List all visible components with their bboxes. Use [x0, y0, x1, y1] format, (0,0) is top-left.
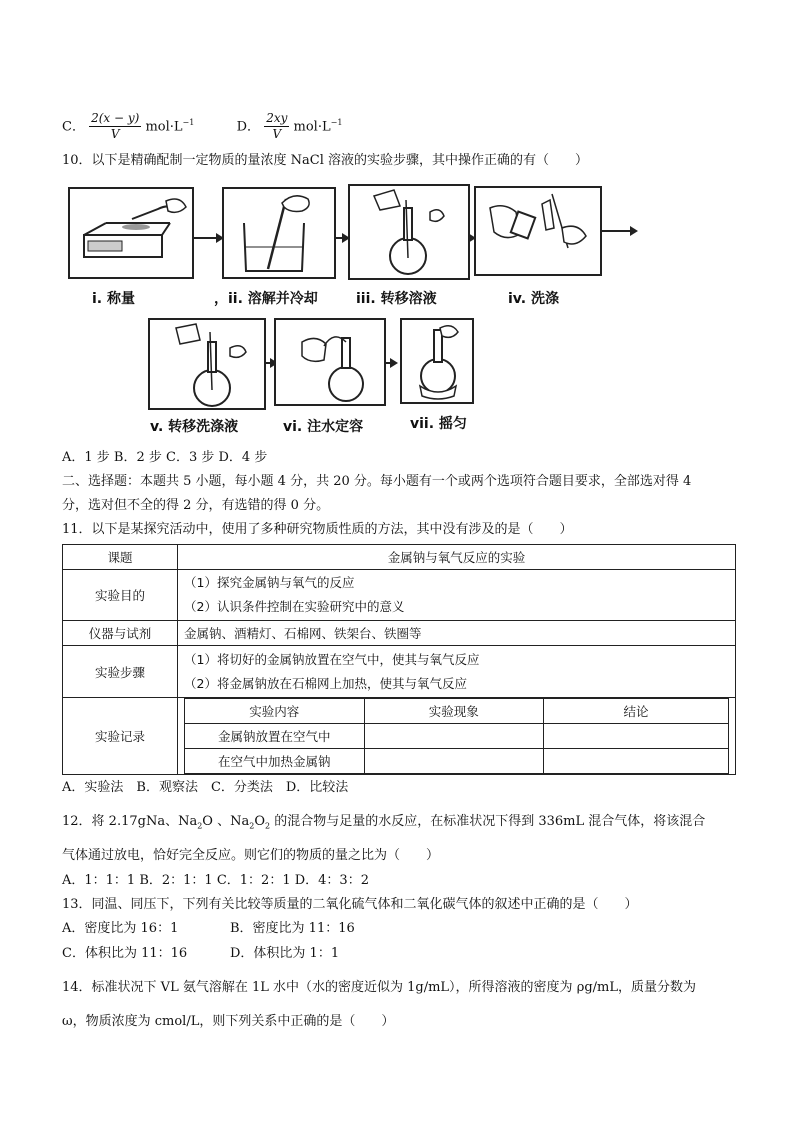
q10-stem: 10．以下是精确配制一定物质的量浓度 NaCl 溶液的实验步骤，其中操作正确的有（ ） — [62, 153, 589, 168]
steps-line-1: （1）将切好的金属钠放置在空气中，使其与氧气反应 — [184, 651, 480, 667]
q13-options-row1 — [62, 920, 355, 938]
wash-icon — [476, 188, 600, 274]
table-value-topic: 金属钠与氧气反应的实验 — [178, 545, 736, 570]
table-label-purpose: 实验目的 — [63, 570, 178, 621]
step-panel-dissolve — [222, 187, 336, 279]
step-panel-transfer — [348, 184, 470, 280]
step-panel-wash — [474, 186, 602, 276]
inner-cell-empty — [544, 749, 729, 774]
q13-option-d: D．体积比为 1：1 — [230, 946, 340, 961]
q12-text-b: O 、Na — [202, 814, 250, 829]
option-d-label: D． — [236, 119, 261, 135]
q13-option-a: A．密度比为 16：1 — [62, 921, 179, 936]
q12-line2: 气体通过放电，恰好完全反应。则它们的物质的量之比为（ ） — [62, 848, 440, 863]
table-label-record: 实验记录 — [63, 698, 178, 775]
arrow-right-icon — [334, 237, 344, 239]
section2-line2: 分，选对但不全的得 2 分，有选错的得 0 分。 — [62, 498, 330, 513]
beaker-icon — [224, 189, 334, 277]
table-label-topic: 课题 — [63, 545, 178, 570]
purpose-line-2: （2）认识条件控制在实验研究中的意义 — [184, 599, 405, 614]
table-value-equipment: 金属钠、酒精灯、石棉网、铁架台、铁圈等 — [178, 621, 736, 646]
step-label-3: iii. 转移溶液 — [356, 291, 437, 307]
inner-row-2: 在空气中加热金属钠 — [185, 749, 365, 774]
table-value-purpose — [178, 570, 736, 621]
q10-options: A．1 步 B．2 步 C．3 步 D．4 步 — [62, 450, 268, 465]
option-d-unit-exp: −1 — [330, 118, 343, 127]
table-label-steps: 实验步骤 — [63, 646, 178, 698]
arrow-right-icon — [194, 237, 218, 239]
arrow-right-icon — [468, 237, 470, 239]
option-d-fraction — [264, 111, 289, 142]
step-label-2: ，ii. 溶解并冷却 — [214, 291, 318, 307]
q14-line2: ω，物质浓度为 cmol/L，则下列关系中正确的是（ ） — [62, 1014, 395, 1029]
q12-text-a: 12．将 2.17gNa、Na — [62, 814, 198, 829]
option-c-unit: mol·L — [145, 119, 183, 135]
subscript-2: 2 — [249, 821, 255, 831]
subscript-2: 2 — [264, 821, 271, 831]
q12-text-c: O — [254, 814, 265, 829]
option-d-denominator: V — [272, 127, 282, 142]
inner-row-1: 金属钠放置在空气中 — [185, 724, 365, 749]
q14-line1: 14．标准状况下 VL 氨气溶解在 1L 水中（水的密度近似为 1g/mL），所得溶液的密度为 ρg/mL，质量分数为 — [62, 980, 696, 995]
flask-icon — [276, 320, 384, 404]
inner-header-conclusion: 结论 — [544, 699, 729, 724]
q13-option-b: B．密度比为 11：16 — [230, 921, 355, 936]
q12-line1 — [62, 813, 705, 836]
q13-stem: 13．同温、同压下，下列有关比较等质量的二氧化硫气体和二氧化碳气体的叙述中正确的是（ ） — [62, 897, 638, 912]
option-d-unit: mol·L — [293, 119, 331, 135]
q13-option-c: C．体积比为 11：16 — [62, 946, 188, 961]
option-c-numerator: 2(x − y) — [91, 111, 140, 126]
balance-icon — [70, 189, 192, 277]
q13-options-row2 — [62, 945, 339, 963]
option-d-numerator: 2xy — [266, 111, 288, 126]
option-c-denominator: V — [110, 127, 120, 142]
q12-options: A．1：1：1 B．2：1：1 C．1：2：1 D．4：3：2 — [62, 873, 369, 888]
step-label-1: i. 称量 — [92, 291, 135, 307]
inner-cell-empty — [544, 724, 729, 749]
option-c-unit-exp: −1 — [182, 118, 195, 127]
step-label-4: iv. 洗涤 — [508, 291, 559, 307]
purpose-line-1: （1）探究金属钠与氧气的反应 — [184, 575, 355, 590]
arrow-right-icon — [602, 230, 632, 232]
inner-header-phenomenon: 实验现象 — [364, 699, 544, 724]
flask-icon — [402, 320, 472, 402]
q9-options — [62, 106, 342, 140]
q11-options: A．实验法 B．观察法 C．分类法 D．比较法 — [62, 780, 349, 795]
experiment-table — [62, 544, 736, 775]
step-label-5: v. 转移洗涤液 — [150, 419, 239, 435]
step-panel-fill — [274, 318, 386, 406]
step-label-7: vii. 摇匀 — [410, 416, 467, 432]
flask-icon — [150, 320, 264, 408]
record-inner-table — [184, 698, 729, 774]
inner-cell-empty — [364, 724, 544, 749]
arrow-right-icon — [384, 362, 392, 364]
step-panel-transfer-wash — [148, 318, 266, 410]
table-label-equipment: 仪器与试剂 — [63, 621, 178, 646]
q12-text-d: 的混合物与足量的水反应，在标准状况下得到 336mL 混合气体，将该混合 — [270, 814, 706, 829]
subscript-2: 2 — [197, 821, 203, 831]
steps-line-2: （2）将金属钠放在石棉网上加热，使其与氧气反应 — [184, 675, 467, 691]
table-value-steps — [178, 646, 736, 698]
option-c-fraction — [89, 111, 141, 142]
step-panel-shake — [400, 318, 474, 404]
inner-cell-empty — [364, 749, 544, 774]
q11-stem: 11．以下是某探究活动中，使用了多种研究物质性质的方法，其中没有涉及的是（ ） — [62, 522, 573, 537]
step-panel-weighing — [68, 187, 194, 279]
option-c-label: C． — [62, 119, 85, 135]
arrow-right-icon — [264, 362, 272, 364]
step-label-6: vi. 注水定容 — [283, 419, 364, 435]
section2-line1: 二、选择题：本题共 5 小题，每小题 4 分，共 20 分。每小题有一个或两个选项符合题目要求，全部选对得 4 — [62, 474, 692, 489]
table-value-record — [178, 698, 736, 775]
inner-header-content: 实验内容 — [185, 699, 365, 724]
flask-icon — [350, 186, 468, 278]
